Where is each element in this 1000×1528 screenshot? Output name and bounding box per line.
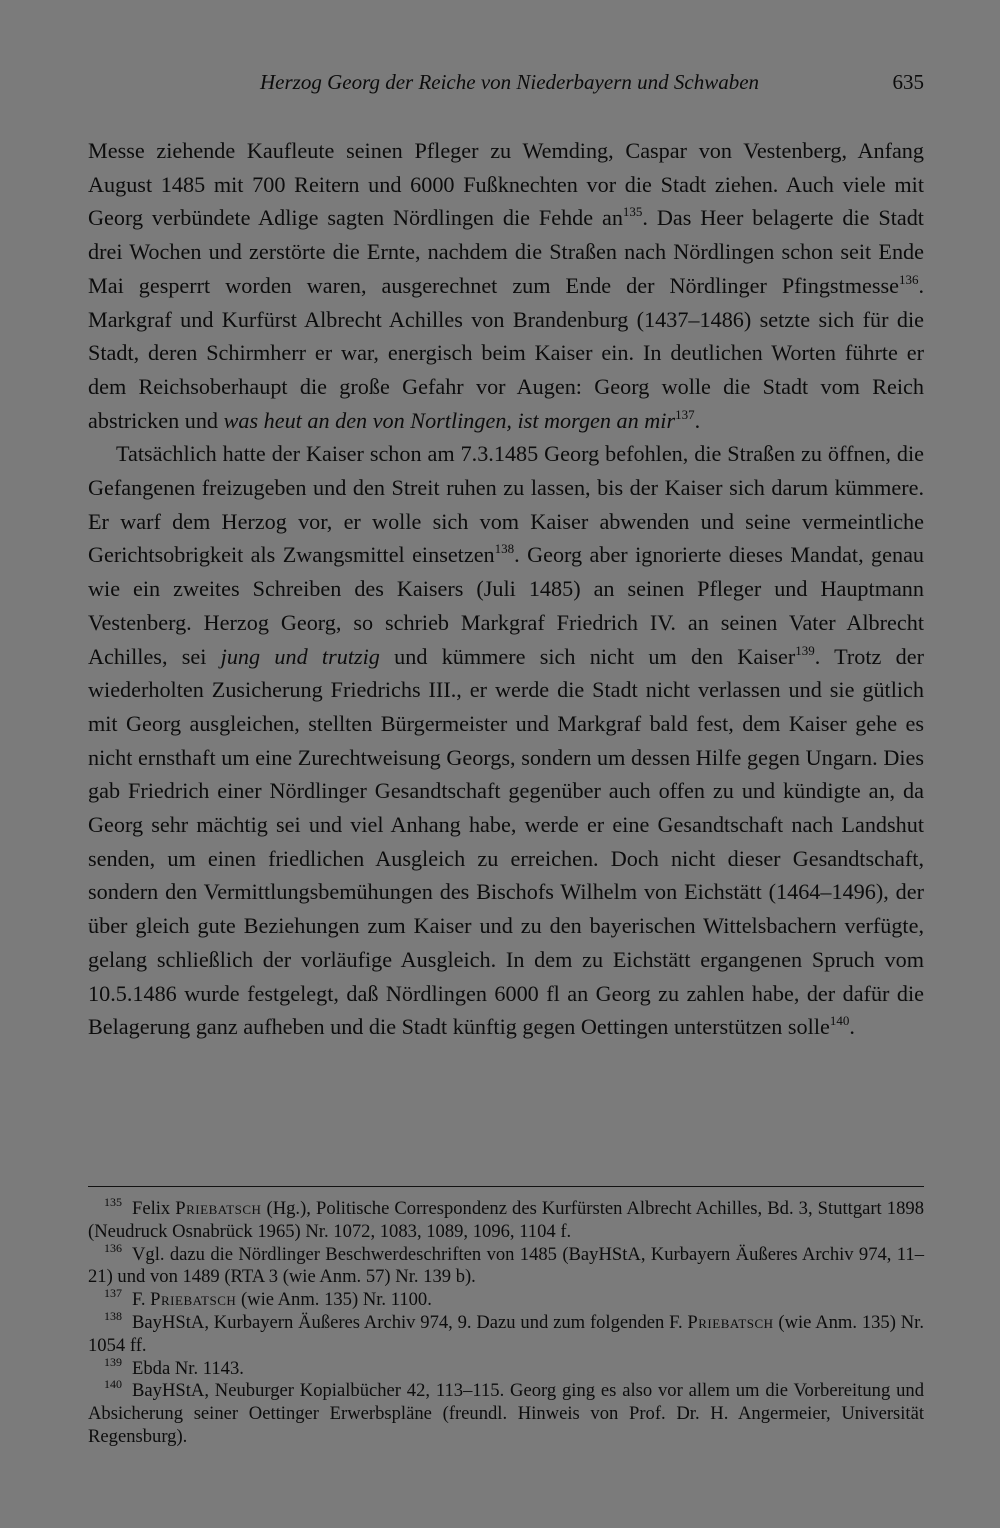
footnote xyxy=(88,1377,924,1448)
author-name: Priebatsch xyxy=(150,1289,237,1311)
footnote-number: 140 xyxy=(104,1377,122,1392)
text-run: Messe ziehende Kaufleute seinen Pfleger zu Wemding, Caspar von Vestenberg, Anfang August 1485 mit 700 Reitern und 6000 Fußknechten vor die Stadt ziehen. Auch viele mit Georg verbündete Adlige sagten Nördlingen die Fehde an xyxy=(88,138,924,231)
footnote xyxy=(88,1354,924,1381)
author-name: Priebatsch xyxy=(687,1311,774,1333)
footnote-text: Ebda Nr. 1143. xyxy=(132,1357,244,1379)
footnote xyxy=(88,1240,924,1290)
footnote-number: 136 xyxy=(104,1240,122,1255)
text-run: . Georg aber ignorierte dieses Mandat, genau wie ein zweites Schreiben des Kaisers (Juli 1485) an seinen Pfleger und Hauptmann Vestenberg. Herzog Georg, so schrieb Markgraf Friedrich IV. an seinen Vater Albrecht Achilles, sei xyxy=(88,542,925,669)
main-text xyxy=(88,134,924,1044)
footnote-ref-139: 139 xyxy=(795,642,815,658)
running-title: Herzog Georg der Reiche von Niederbayern und Schwaben xyxy=(260,70,760,94)
footnote-ref-140: 140 xyxy=(829,1013,850,1029)
quotation: jung und trutzig xyxy=(220,643,380,669)
footnote-ref-136: 136 xyxy=(898,271,919,287)
page-number: 635 xyxy=(892,70,924,94)
footnote-divider xyxy=(88,1186,924,1187)
text-run: . Das Heer belagerte die Stadt drei Wochen und zerstörte die Ernte, nachdem die Straßen nach Nördlingen schon seit Ende Mai gesperrt worden waren, ausgerechnet zum Ende der Nördlinger Pfingstmesse xyxy=(88,205,924,298)
page-header xyxy=(88,66,924,102)
footnote-text: (wie Anm. 135) Nr. 1100. xyxy=(236,1289,432,1311)
footnote xyxy=(88,1195,924,1244)
footnote-text: Vgl. dazu die Nördlinger Beschwerdeschriften von 1485 (BayHStA, Kurbayern Äußeres Archiv 974, 11–21) und von 1489 (RTA 3 (wie Anm. 57) Nr. 139 b). xyxy=(88,1243,924,1288)
quotation: was heut an den von Nortlingen, ist morgen an mir xyxy=(223,407,676,433)
footnote-number: 139 xyxy=(104,1354,122,1369)
footnote xyxy=(88,1286,924,1312)
footnote-number: 135 xyxy=(104,1195,122,1209)
text-run: . xyxy=(694,407,701,433)
footnotes xyxy=(88,1195,924,1449)
footnote-number: 137 xyxy=(104,1286,122,1301)
footnote-text: F. xyxy=(132,1289,151,1311)
footnote-text: (Hg.), Politische Correspondenz des Kurfürsten Albrecht Achilles, Bd. 3, Stuttgart 1898 (Neudruck Osnabrück 1965) Nr. 1072, 1083, 1089, 1096, 1104 f. xyxy=(88,1198,924,1242)
text-run: und kümmere sich nicht um den Kaiser xyxy=(379,643,796,669)
footnote-number: 138 xyxy=(104,1308,122,1323)
footnote-text: (wie Anm. 135) Nr. 1054 ff. xyxy=(88,1311,924,1356)
footnote-text: BayHStA, Kurbayern Äußeres Archiv 974, 9. Dazu und zum folgenden F. xyxy=(132,1311,688,1333)
text-run: . Markgraf und Kurfürst Albrecht Achilles von Brandenburg (1437–1486) setzte sich für die Stadt, deren Schirmherr er war, energisch beim Kaiser ein. In deutlichen Worten führte er dem Reichsoberhaupt die große Gefahr vor Augen: Georg wolle die Stadt vom Reich abstricken und xyxy=(88,272,924,433)
footnote xyxy=(88,1308,924,1358)
text-run: . xyxy=(849,1014,855,1040)
footnote-ref-137: 137 xyxy=(675,406,695,422)
footnote-ref-135: 135 xyxy=(622,204,643,220)
text-run: . Trotz der wiederholten Zusicherung Friedrichs III., er werde die Stadt nicht verlassen und sie gütlich mit Georg ausgleichen, stellten Bürgermeister und Markgraf bald fest, dem Kaiser gehe es nicht ernsthaft um eine Zurechtweisung Georgs, sondern um dessen Hilfe gegen Ungarn. Dies gab Friedrich einer Nördlinger Gesandtschaft gegenüber auch offen zu und kündigte an, da Georg sehr mächtig sei und viel Anhang habe, werde er eine Gesandtschaft nach Landshut senden, um einen friedlichen Ausgleich zu erreichen. Doch nicht dieser Gesandtschaft, sondern den Vermittlungsbemühungen des Bischofs Wilhelm von Eichstätt (1464–1496), der über gleich gute Beziehungen zum Kaiser und zu den bayerischen Wittelsbachern verfügte, gelang schließlich der vorläufige Ausgleich. In dem zu Eichstätt ergangenen Spruch vom 10.5.1486 wurde festgelegt, daß Nördlingen 6000 fl an Georg zu zahlen habe, der dafür die Belagerung ganz aufheben und die Stadt künftig gegen Oettingen unterstützen solle xyxy=(88,643,924,1040)
author-name: Priebatsch xyxy=(175,1198,262,1219)
footnote-ref-138: 138 xyxy=(494,541,515,557)
paragraph-2 xyxy=(88,437,924,1044)
text-run: Tatsächlich hatte der Kaiser schon am 7.3.1485 Georg befohlen, die Straßen zu öffnen, die Gefangenen freizugeben und den Streit ruhen zu lassen, bis der Kaiser sich darum kümmere. Er warf dem Herzog vor, er wolle sich vom Kaiser abwenden und seine vermeintliche Gerichtsobrigkeit als Zwangsmittel einsetzen xyxy=(88,441,924,568)
paragraph-1 xyxy=(88,134,924,437)
footnote-text: BayHStA, Neuburger Kopialbücher 42, 113–115. Georg ging es also vor allem um die Vorbereitung und Absicherung seiner Oettinger Erwerbspläne (freundl. Hinweis von Prof. Dr. H. Angermeier, Universität Regensburg). xyxy=(88,1380,924,1447)
footnote-text: Felix xyxy=(132,1198,176,1219)
